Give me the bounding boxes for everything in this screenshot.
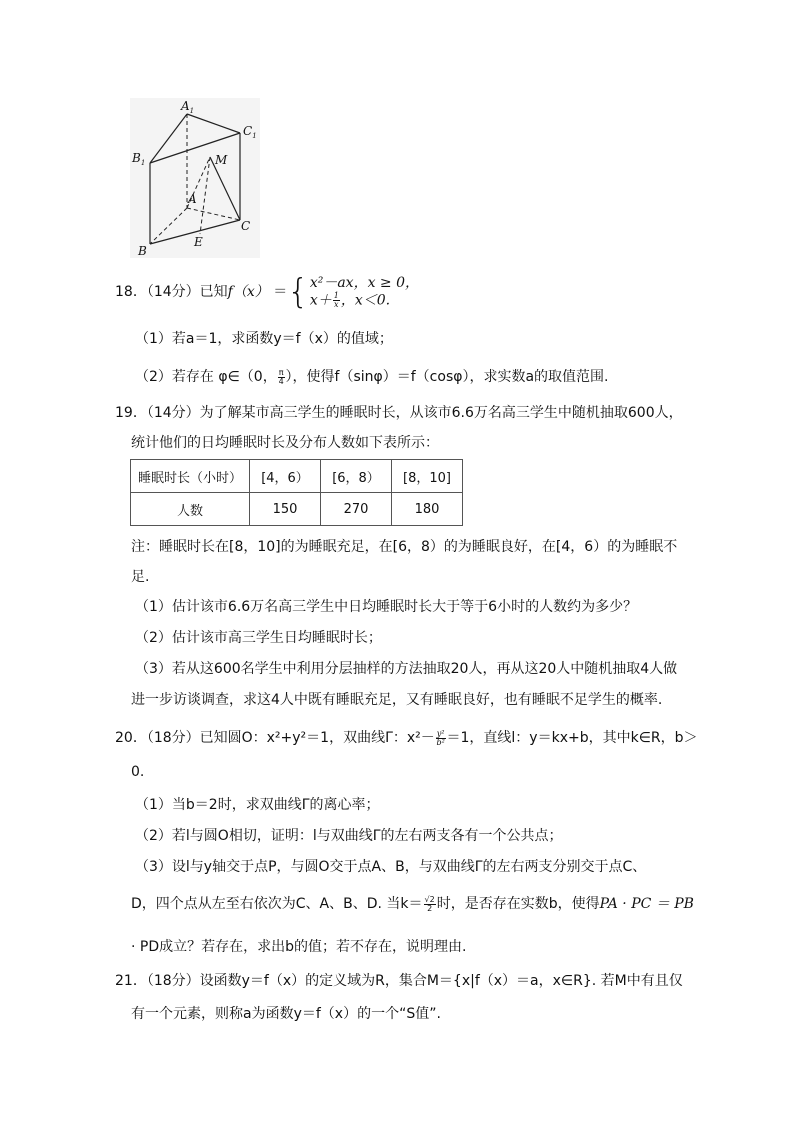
table-row xyxy=(131,460,463,493)
q18-fx: f（x） xyxy=(227,284,269,300)
q19-part3a: （3）若从这600名学生中利用分层抽样的方法抽取20人，再从这20人中随机抽取4人做 xyxy=(135,661,678,677)
vector-expression: PA · PC ＝ PB xyxy=(599,896,694,912)
table-header-cell: [8，10] xyxy=(392,460,463,493)
table-row-label: 人数 xyxy=(131,493,250,526)
table-cell: 270 xyxy=(321,493,392,526)
label-c: C xyxy=(241,219,251,233)
q19-note2: 足. xyxy=(131,569,150,585)
table-header-cell: [4，6） xyxy=(250,460,321,493)
q18-part2: （2）若存在 φ∈（0， $\frac{\pi}{4}$ ），使得f（sinφ）＝f（cosφ），求实数a的取值范围. xyxy=(135,367,609,386)
q20-line2: 0. xyxy=(131,764,145,780)
label-m: M xyxy=(215,153,228,167)
q20-line1: 20．（18分）已知圆O：x²+y²＝1，双曲线Γ：x²－ $\frac{\text{y²}}{\text{b²}}$ ＝1，直线l：y＝kx+b，其中k∈R，b＞ xyxy=(115,728,698,747)
table-row xyxy=(131,493,463,526)
label-b: B xyxy=(138,244,147,258)
label-e: E xyxy=(194,235,203,249)
table-cell: 180 xyxy=(392,493,463,526)
q19-part2: （2）估计该市高三学生日均睡眠时长； xyxy=(135,630,382,646)
q19-part3b: 进一步访谈调查，求这4人中既有睡眠充足，又有睡眠良好，也有睡眠不足学生的概率. xyxy=(131,692,663,708)
label-a1: $A_1$ xyxy=(181,99,195,115)
q19-note1: 注：睡眠时长在[8，10]的为睡眠充足，在[6，8）的为睡眠良好，在[4，6）的为睡眠不 xyxy=(131,539,678,555)
q20-part2: （2）若l与圆O相切，证明：l与双曲线Γ的左右两支各有一个公共点； xyxy=(135,828,563,844)
table-header-cell: [6，8） xyxy=(321,460,392,493)
q18-number: 18． xyxy=(115,284,147,300)
q18-case1: x²－ax，x ≥ 0， xyxy=(309,274,420,291)
q18-eq: ＝ xyxy=(273,284,288,300)
q21-line1: 21．（18分）设函数y＝f（x）的定义域为R，集合M＝{x|f（x）＝a，x∈R}. 若M中有且仅 xyxy=(115,973,683,989)
q18-stem xyxy=(115,272,419,312)
label-a: A xyxy=(188,192,197,206)
q18-brace: { xyxy=(287,272,309,312)
q20-part1: （1）当b＝2时，求双曲线Γ的离心率； xyxy=(135,797,380,813)
q18-score: （14分） xyxy=(146,284,200,300)
q20-part3c: · PD成立？若存在，求出b的值；若不存在，说明理由. xyxy=(131,939,467,955)
q18-intro: 已知 xyxy=(199,284,228,300)
prism-figure xyxy=(130,98,260,258)
label-c1: $C_1$ xyxy=(243,124,257,140)
table-header-cell: 睡眠时长（小时） xyxy=(131,460,250,493)
q19-part1: （1）估计该市6.6万名高三学生中日均睡眠时长大于等于6小时的人数约为多少？ xyxy=(135,599,638,615)
q18-part1: （1）若a＝1，求函数y＝f（x）的值域； xyxy=(135,331,393,347)
sleep-table xyxy=(130,459,463,526)
q21-line2: 有一个元素，则称a为函数y＝f（x）的一个“S值”. xyxy=(131,1006,441,1022)
q20-part3a: （3）设l与y轴交于点P，与圆O交于点A、B，与双曲线Γ的左右两支分别交于点C、 xyxy=(135,859,647,875)
q18-case2: x＋ $\frac{1}{x}$ ，x＜0. xyxy=(309,290,391,309)
label-b1: $B_1$ xyxy=(132,151,146,167)
table-cell: 150 xyxy=(250,493,321,526)
q19-line1: 19．（14分）为了解某市高三学生的睡眠时长，从该市6.6万名高三学生中随机抽取600人， xyxy=(115,405,683,421)
q20-part3b: D，四个点从左至右依次为C、A、B、D. 当k＝ $\frac{√2}{2}$ 时，是否存在实数b，使得PA · PC ＝ PB xyxy=(131,894,694,913)
q18-cases xyxy=(310,275,419,310)
q19-line2: 统计他们的日均睡眠时长及分布人数如下表所示： xyxy=(131,435,439,451)
